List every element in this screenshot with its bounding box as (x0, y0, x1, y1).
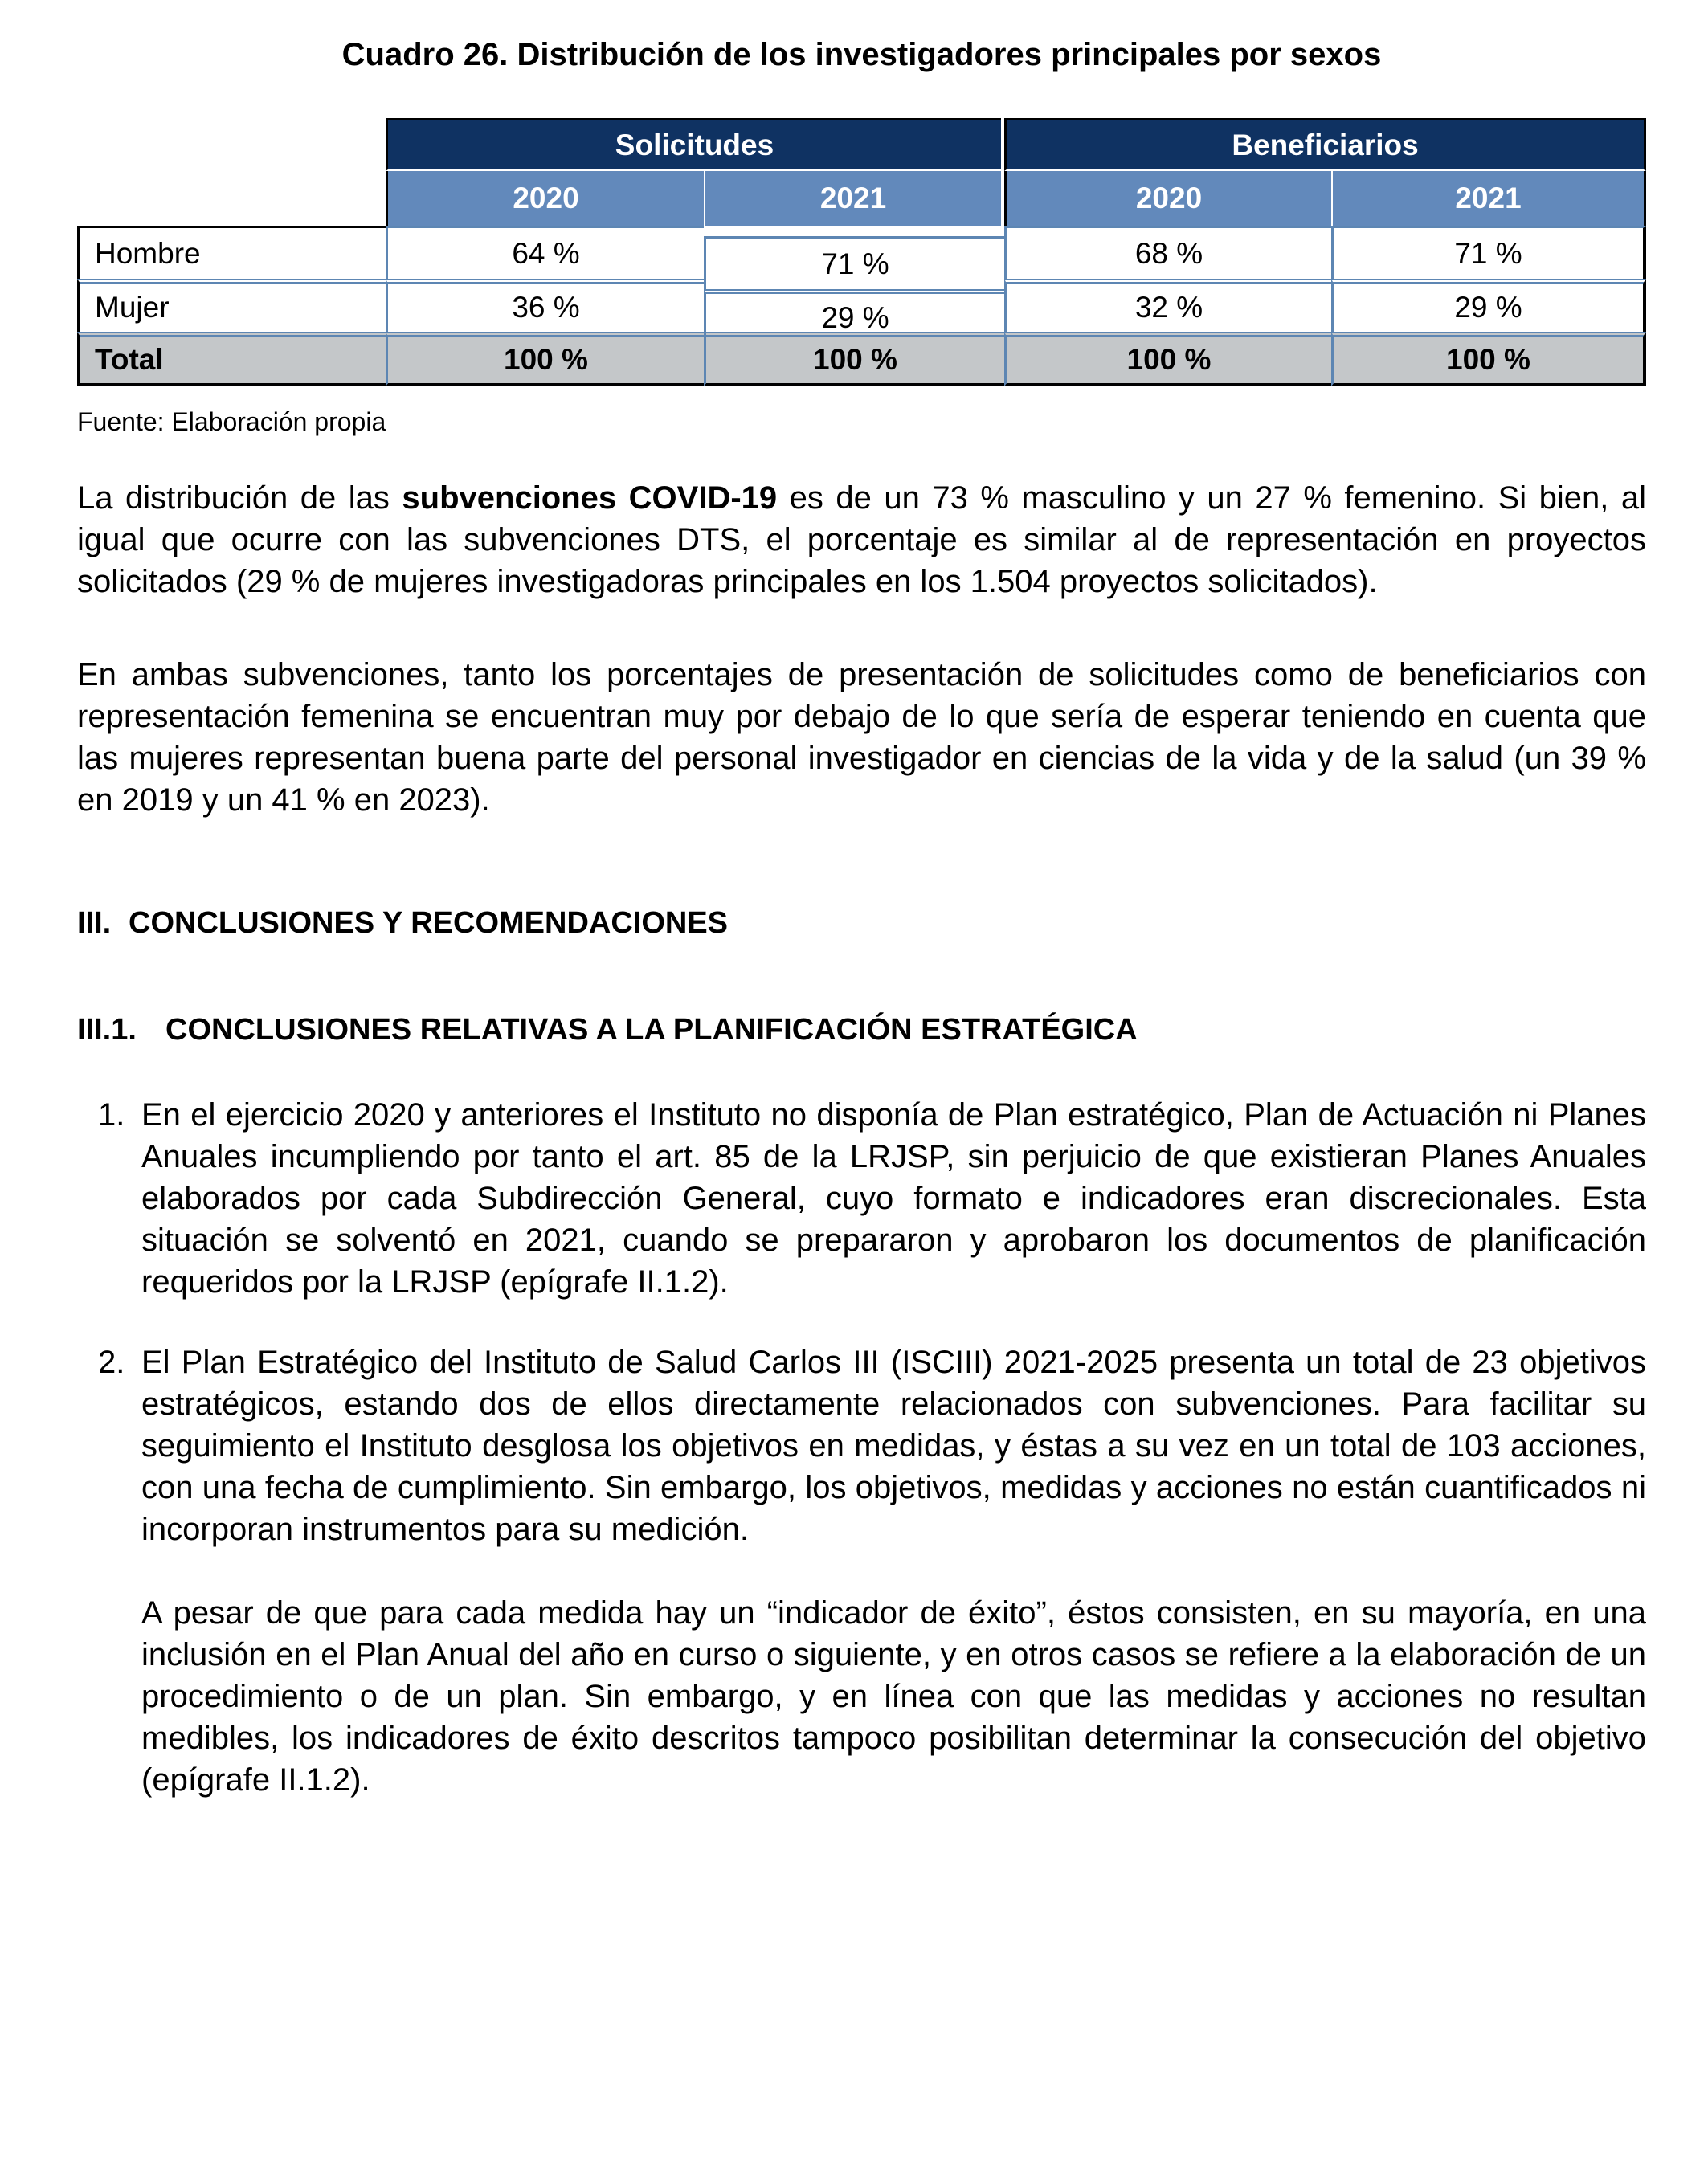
value-cell: 100 % (1331, 332, 1646, 386)
paragraph-ambas-subvenciones: En ambas subvenciones, tanto los porcentajes de presentación de solicitudes como de beneficiarios con representación femenina se encuentran muy por debajo de lo que sería de esperar teniendo en cuenta que las mujeres representan buena parte del personal investigador en ciencias de la vida y de la salud (un 39 % en 2019 y un 41 % en 2023). (77, 657, 1646, 818)
header-spacer (77, 171, 386, 226)
item-body (141, 1094, 1646, 1303)
year-header: 2020 (1004, 171, 1331, 226)
list-item (77, 1341, 1646, 1801)
section-heading-text: CONCLUSIONES Y RECOMENDACIONES (129, 906, 729, 940)
section-heading-text: CONCLUSIONES RELATIVAS A LA PLANIFICACIÓN ESTRATÉGICA (165, 1013, 1138, 1047)
value-cell: 32 % (1004, 279, 1331, 332)
year-header: 2021 (704, 171, 1001, 226)
value-cell: 100 % (386, 332, 704, 386)
value-cell: 71 % (704, 236, 1004, 289)
section-number: III. (77, 906, 112, 940)
section-heading-iii (77, 906, 1646, 941)
item-body (141, 1341, 1646, 1801)
value-cell: 64 % (386, 226, 704, 279)
item-number: 1. (98, 1097, 125, 1133)
column-group-beneficiarios: Beneficiarios (1004, 118, 1646, 171)
conclusions-list (77, 1094, 1646, 1801)
value-cell: 100 % (1004, 332, 1331, 386)
paragraph-covid-pre: La distribución de las (77, 480, 402, 516)
year-header: 2021 (1331, 171, 1646, 226)
item-paragraph: El Plan Estratégico del Instituto de Salud Carlos III (ISCIII) 2021-2025 presenta un total de 23 objetivos estratégicos, estando dos de ellos directamente relacionados con subvenciones. Para facilitar su seguimiento el Instituto desglosa los objetivos en medidas, y éstas a su vez en un total de 103 acciones, con una fecha de cumplimiento. Sin embargo, los objetivos, medidas y acciones no están cuantificados ni incorporan instrumentos para su medición. (141, 1345, 1646, 1547)
table-cuadro-26 (77, 118, 1646, 386)
section-heading-iii-1 (77, 1013, 1646, 1047)
row-label-total: Total (77, 332, 386, 386)
table-title: Cuadro 26. Distribución de los investigadores principales por sexos (341, 37, 1382, 72)
value-cell: 100 % (704, 332, 1004, 386)
row-label-mujer: Mujer (77, 279, 386, 332)
section-number: III.1. (77, 1013, 137, 1047)
paragraph-covid-post: es de un 73 % masculino y un 27 % femenino. Si bien, al igual que ocurre con las subvenciones DTS, el porcentaje es similar al de representación en proyectos solicitados (29 % de mujeres investigadoras principales en los 1.504 proyectos solicitados). (77, 480, 1647, 599)
source-note: Fuente: Elaboración propia (77, 407, 386, 436)
paragraph-covid-bold: subvenciones COVID-19 (402, 480, 778, 516)
value-cell: 29 % (1331, 279, 1646, 332)
value-cell: 36 % (386, 279, 704, 332)
value-cell: 71 % (1331, 226, 1646, 279)
list-item (77, 1094, 1646, 1303)
year-header: 2020 (386, 171, 704, 226)
item-paragraph: A pesar de que para cada medida hay un “indicador de éxito”, éstos consisten, en su mayoría, en una inclusión en el Plan Anual del año en curso o siguiente, y en otros casos se refiere a la elaboración de un procedimiento o de un plan. Sin embargo, y en línea con que las medidas y acciones no resultan medibles, los indicadores de éxito descritos tampoco posibilitan determinar la consecución del objetivo (epígrafe II.1.2). (141, 1595, 1646, 1798)
paragraph-covid (77, 477, 1646, 602)
header-spacer (77, 118, 386, 171)
row-label-hombre: Hombre (77, 226, 386, 279)
column-group-solicitudes: Solicitudes (386, 118, 1001, 171)
value-cell: 68 % (1004, 226, 1331, 279)
item-paragraph: En el ejercicio 2020 y anteriores el Instituto no disponía de Plan estratégico, Plan de Actuación ni Planes Anuales incumpliendo por tanto el art. 85 de la LRJSP, sin perjuicio de que existieran Planes Anuales elaborados por cada Subdirección General, cuyo formato e indicadores eran discrecionales. Esta situación se solventó en 2021, cuando se prepararon y aprobaron los documentos de planificación requeridos por la LRJSP (epígrafe II.1.2). (141, 1097, 1646, 1300)
value-cell: 29 % (704, 289, 1004, 342)
item-number: 2. (98, 1345, 125, 1380)
